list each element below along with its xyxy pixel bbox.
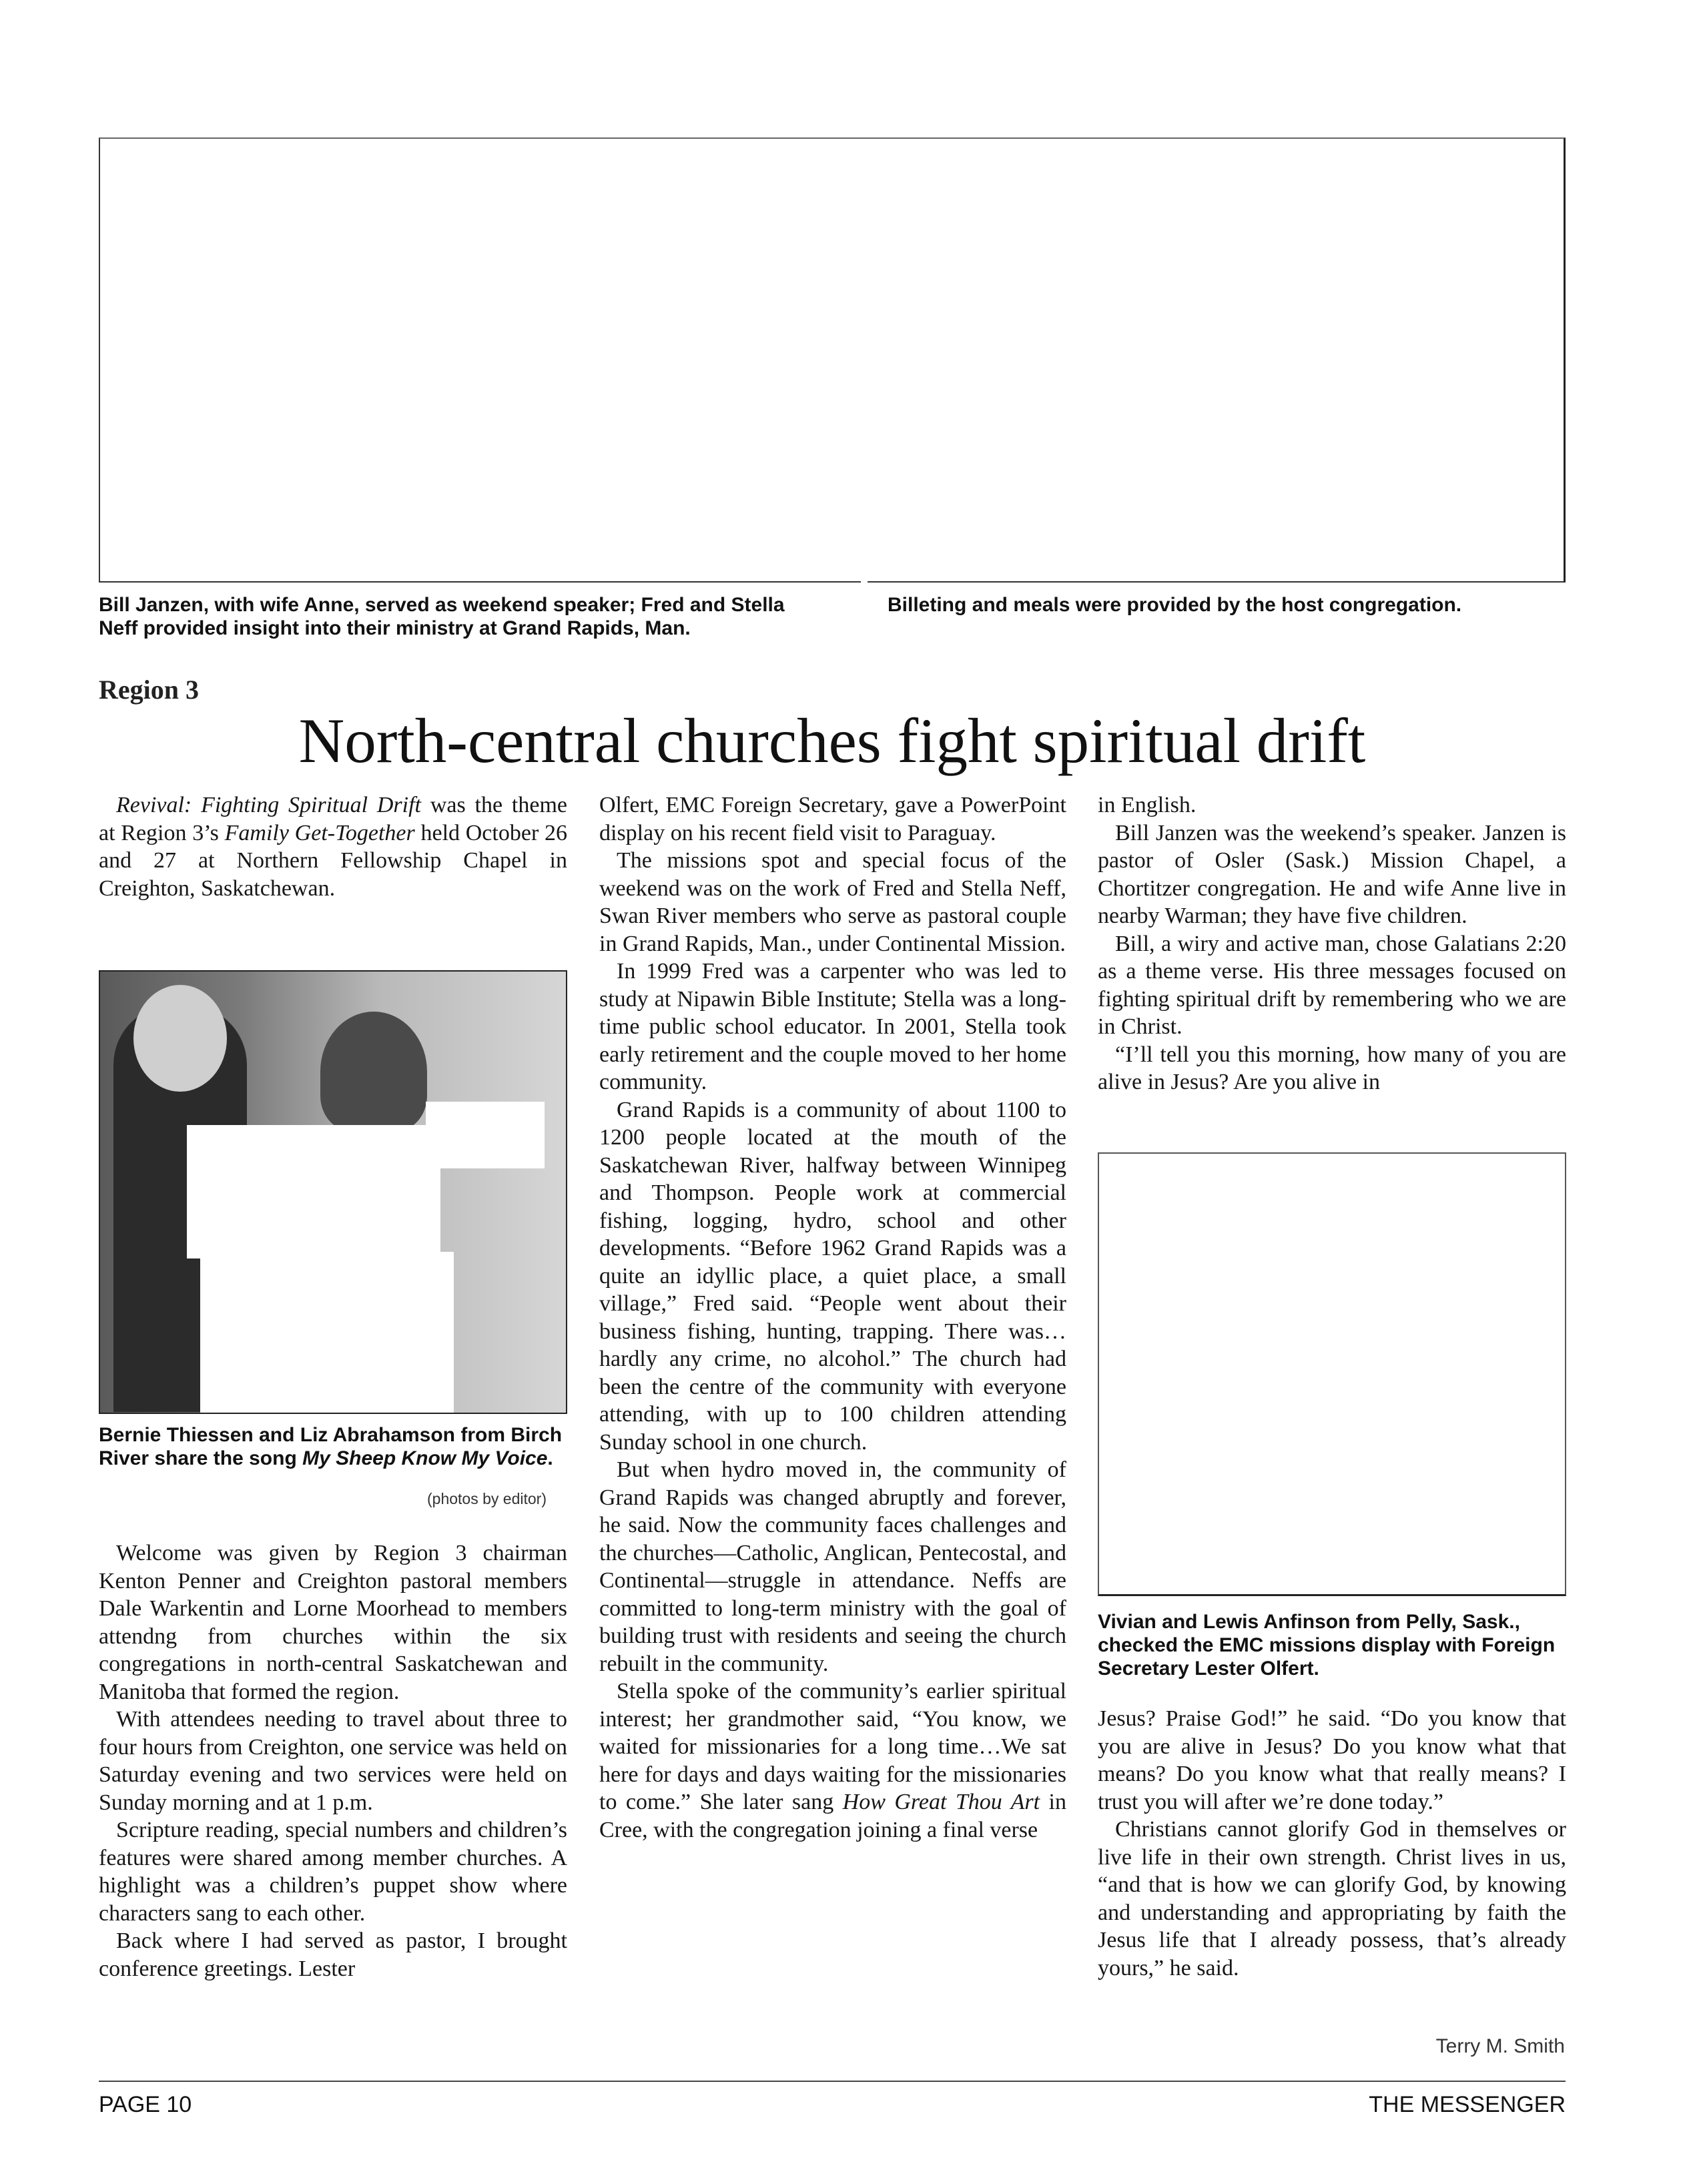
headline: North-central churches fight spiritual drift (298, 705, 1366, 776)
redacted-area (187, 1125, 440, 1258)
paragraph: Christians cannot glorify God in themselves or live life in their own strength. Christ lives in us, “and that is how we can glorify God, by knowing and understanding and appropriating by faith the Jesus life that I already possess, that’s already yours,” he said. (1098, 1817, 1566, 1980)
paragraph: Grand Rapids is a community of about 1100 to 1200 people located at the mouth of the Saskatchewan River, halfway between Winnipeg and Thompson. People work at commercial fishing, logging, hydro, school and other developments. “Before 1962 Grand Rapids was a quite an idyllic place, a quiet place, a small village,” Fred said. “People went about their business fishing, hunting, trapping. There was…hardly any crime, no alcohol.” The church had been the centre of the community with everyone attending, with up to 100 children attending Sunday school in one church. (599, 1097, 1066, 1455)
speaker-head (133, 985, 227, 1092)
paragraph: Stella spoke of the community’s earlier spiritual interest; her grandmother said, “You know, we waited for missionaries for a long time…We sat here for days and days waiting for the missionaries to come.” She later sang How Great Thou Art in Cree, with the congregation joining a final verse (599, 1679, 1066, 1842)
flower-arrangement (320, 1012, 427, 1132)
caption-left-photo: Bernie Thiessen and Liz Abrahamson from Birch River share the song My Sheep Know My Voice. (99, 1424, 563, 1469)
paragraph: “I’ll tell you this morning, how many of you are alive in Jesus? Are you alive in (1098, 1042, 1566, 1094)
section-label: Region 3 (99, 675, 199, 705)
paragraph: Scripture reading, special numbers and children’s features were shared among member churches. A highlight was a children’s puppet show where characters sang to each other. (99, 1818, 567, 1926)
paragraph: in English. (1098, 793, 1197, 817)
paragraph: Jesus? Praise God!” he said. “Do you know that you are alive in Jesus? Do you know what that means? Do you know what that really means? I trust you will after we’re done today.” (1098, 1706, 1566, 1814)
footer-rule (99, 2081, 1566, 2082)
column-1-intro (99, 791, 567, 902)
paragraph: With attendees needing to travel about three to four hours from Creighton, one service was held on Saturday evening and two services were held on Sunday morning and at 1 p.m. (99, 1707, 567, 1815)
author-signature: Terry M. Smith (1435, 2035, 1565, 2057)
song-title: How Great Thou Art (842, 1790, 1040, 1814)
column-1-body (99, 1539, 567, 1982)
theme-title: Revival: Fighting Spiritual Drift (116, 793, 421, 817)
event-title: Family Get-Together (224, 820, 415, 845)
publication-name: THE MESSENGER (1369, 2092, 1566, 2117)
paragraph: Welcome was given by Region 3 chairman Kenton Penner and Creighton pastoral members Dale Warkentin and Lorne Moorhead to members attendng from churches within the six congregations in north-central Saskatchewan and Manitoba that formed the region. (99, 1541, 567, 1704)
paragraph: Back where I had served as pastor, I brought conference greetings. Lester (99, 1928, 567, 1981)
photo-credit: (photos by editor) (427, 1490, 547, 1507)
paragraph: But when hydro moved in, the community of Grand Rapids was changed abruptly and forever, he said. Now the community faces challenges and the churches—Catholic, Anglican, Pentecostal, and Continental—struggle in attendance. Neffs are committed to long-term ministry with the goal of building trust with residents and seeing the church rebuilt in the community. (599, 1457, 1066, 1676)
column-3-bottom (1098, 1705, 1566, 1982)
song-title: My Sheep Know My Voice (302, 1447, 548, 1469)
redacted-area-2 (426, 1102, 545, 1168)
top-photo-frame (99, 137, 1566, 583)
caption-top-left: Bill Janzen, with wife Anne, served as weekend speaker; Fred and Stella Neff provided insight into their ministry at Grand Rapids, Man. (99, 594, 785, 639)
column-3-top (1098, 791, 1566, 1096)
photo-divider (861, 578, 868, 585)
page-number: PAGE 10 (99, 2092, 192, 2117)
column-2 (599, 791, 1066, 1844)
paragraph: The missions spot and special focus of the weekend was on the work of Fred and Stella Neff, Swan River members who serve as pastoral couple in Grand Rapids, Man., under Continental Mission. (599, 848, 1066, 956)
paragraph: Bill, a wiry and active man, chose Galatians 2:20 as a theme verse. His three messages focused on fighting spiritual drift by remembering who we are in Christ. (1098, 931, 1566, 1039)
caption-right-photo: Vivian and Lewis Anfinson from Pelly, Sask., checked the EMC missions display with Foreign Secretary Lester Olfert. (1098, 1611, 1556, 1680)
paragraph: In 1999 Fred was a carpenter who was led to study at Nipawin Bible Institute; Stella was a long-time public school educator. In 2001, Stella took early retirement and the couple moved to her home community. (599, 959, 1066, 1094)
intro-paragraph: Revival: Fighting Spiritual Drift was the theme at Region 3’s Family Get-Together held October 26 and 27 at Northern Fellowship Chapel in Creighton, Saskatchewan. (99, 793, 567, 901)
paragraph: Bill Janzen was the weekend’s speaker. Janzen is pastor of Osler (Sask.) Mission Chapel, a Chortitzer congregation. He and wife Anne live in nearby Warman; they have five children. (1098, 820, 1566, 928)
paragraph: Olfert, EMC Foreign Secretary, gave a PowerPoint display on his recent field visit to Paraguay. (599, 793, 1066, 845)
left-photo (99, 970, 567, 1414)
redacted-area-3 (200, 1252, 454, 1414)
right-photo-frame (1098, 1152, 1566, 1596)
caption-top-right: Billeting and meals were provided by the host congregation. (888, 594, 1462, 616)
